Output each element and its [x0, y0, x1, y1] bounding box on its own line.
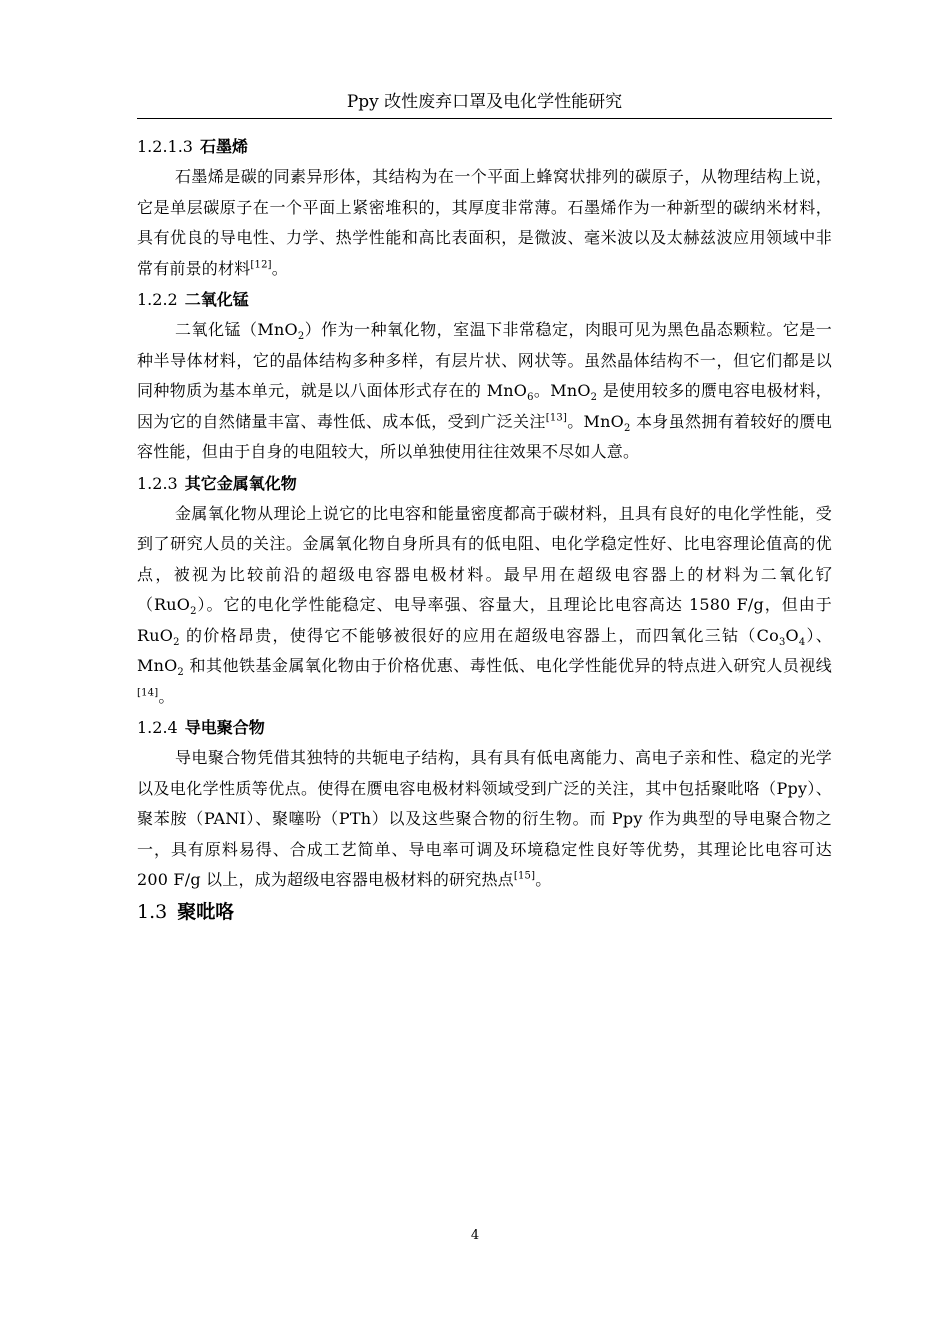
heading-title: 导电聚合物 [184, 718, 265, 737]
running-header: Ppy 改性废弃口罩及电化学性能研究 [346, 92, 623, 112]
citation: [14] [137, 687, 159, 699]
text-run: ）作为一种氧化物，室温下非常稳定，肉眼可见为黑色晶态颗粒。它是一种半导体材料，它的晶体结构多种多样，有层片状、网状等。虽然晶体结构不一，但它们都是以同种物质为基本单元，就是以八面体形式存在的 MnO [137, 320, 832, 400]
text-run: 导电聚合物凭借其独特的共轭电子结构，具有具有低电离能力、高电子亲和性、稳定的光学以及电化学性质等优点。使得在赝电容电极材料领域受到广泛的关注，其中包括聚吡咯（Ppy）、聚苯胺（PANI）、聚噻吩（PTh）以及这些聚合物的衍生物。而 Ppy 作为典型的导电聚合物之一，具有原料易得、合成工艺简单、导电率可调及环境稳定性良好等优势，其理论比电容可达 200 F/g 以上，成为超级电容器电极材料的研究热点 [137, 748, 832, 889]
citation: [15] [513, 870, 536, 882]
subscript: 2 [177, 667, 184, 679]
text-run: 金属氧化物从理论上说它的比电容和能量密度都高于碳材料，且具有良好的电化学性能，受到了研究人员的关注。金属氧化物自身所具有的低电阻、电化学稳定性好、比电容理论值高的优点，被视为比较前沿的超级电容器电极材料。最早用在超级电容器上的材料为二氧化钌（RuO [137, 503, 832, 614]
paragraph-metal-oxides [137, 499, 832, 713]
subscript: 2 [297, 331, 305, 343]
paragraph-conductive-polymers [137, 743, 832, 896]
text-run: O [785, 625, 799, 645]
text-run: 石墨烯是碳的同素异形体，其结构为在一个平面上蜂窝状排列的碳原子，从物理结构上说，它是单层碳原子在一个平面上紧密堆积的，其厚度非常薄。石墨烯作为一种新型的碳纳米材料，具有优良的导电性、力学、热学性能和高比表面积，是微波、毫米波以及太赫兹波应用领域中非常有前景的材料 [137, 167, 832, 278]
text-run: 。 [535, 870, 552, 889]
subscript: 2 [590, 392, 598, 404]
text-run: 。MnO [533, 381, 591, 400]
subscript: 4 [798, 636, 806, 648]
paragraph-mno2 [137, 315, 832, 468]
text-run: 的价格昂贵，使得它不能够被很好的应用在超级电容器上，而四氧化三钴（Co [179, 625, 779, 645]
subscript: 3 [778, 636, 786, 648]
text-run: ）。它的电化学性能稳定、电导率强、容量大，且理论比电容高达 1580 F/g，但由于 RuO [137, 595, 832, 645]
subscript: 2 [190, 606, 197, 618]
heading-1-2-1-3 [137, 135, 832, 159]
heading-1-2-3 [137, 472, 832, 496]
subscript: 2 [173, 636, 180, 648]
paragraph-graphene [137, 162, 832, 284]
text-run: 。 [271, 258, 288, 278]
header-rule [137, 118, 832, 119]
text-run: 。MnO [567, 411, 624, 431]
text-run: 和其他铁基金属氧化物由于价格优惠、毒性低、电化学性能优异的特点进入研究人员视线 [183, 656, 832, 675]
heading-title: 其它金属氧化物 [184, 473, 297, 493]
text-run: ）、MnO [137, 625, 832, 675]
text-run: 二氧化锰（MnO [175, 320, 298, 339]
citation: [12] [250, 259, 272, 271]
heading-title: 聚吡咯 [177, 900, 235, 923]
page-number: 4 [470, 1228, 480, 1243]
subscript: 6 [527, 392, 534, 404]
heading-number: 1.2.3 [137, 473, 178, 493]
heading-title: 石墨烯 [199, 137, 248, 156]
heading-number: 1.2.4 [137, 718, 178, 737]
citation: [13] [545, 412, 568, 424]
heading-title: 二氧化锰 [184, 290, 249, 309]
page-content [137, 131, 832, 926]
heading-number: 1.2.1.3 [137, 137, 193, 156]
text-run: 本身虽然拥有着较好的赝电容性能，但由于自身的电阻较大，所以单独使用往往效果不尽如人意。 [137, 411, 832, 461]
heading-number: 1.3 [137, 900, 168, 923]
subscript: 2 [623, 422, 631, 434]
text-run: 是使用较多的赝电容电极材料，因为它的自然储量丰富、毒性低、成本低，受到广泛关注 [137, 381, 832, 431]
heading-1-2-4 [137, 716, 832, 740]
heading-1-2-2 [137, 288, 832, 312]
text-run: 。 [158, 686, 175, 706]
heading-1-3 [137, 898, 832, 926]
heading-number: 1.2.2 [137, 290, 178, 309]
